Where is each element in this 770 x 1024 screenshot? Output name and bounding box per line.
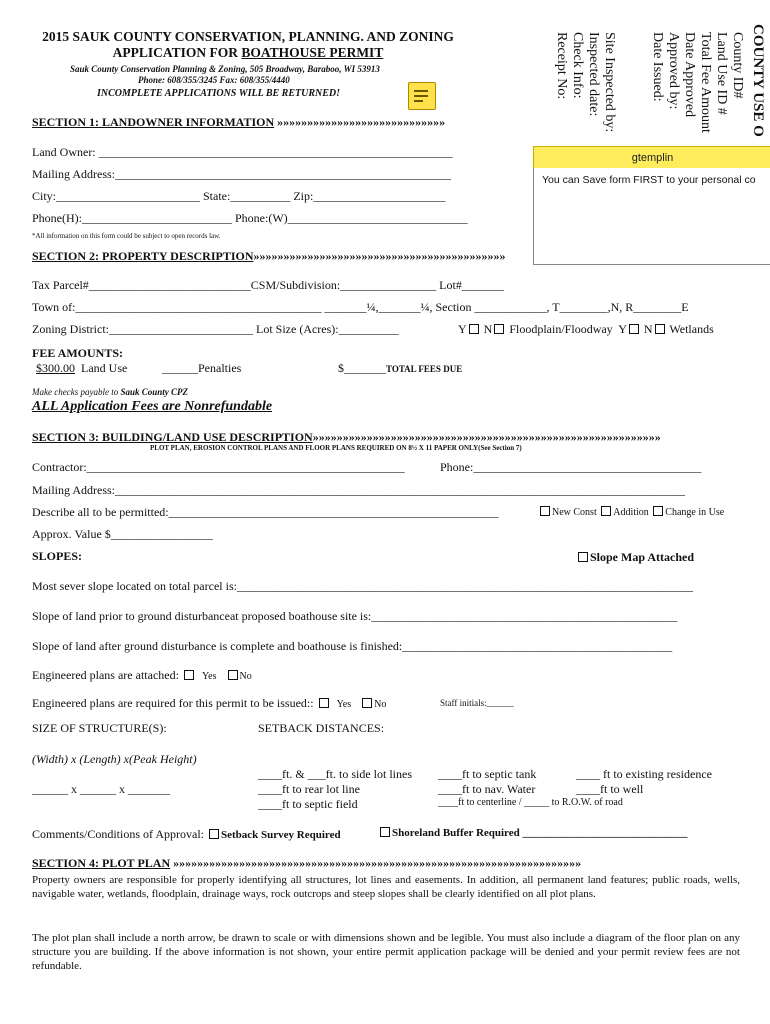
slope-map-checkbox[interactable] [578, 552, 588, 562]
nonrefundable-notice: ALL Application Fees are Nonrefundable [32, 399, 273, 414]
plot-plan-paragraph-2: The plot plan shall include a north arrow, be drawn to scale or with dimensions shown and be legible. You must also include a diagram of the floor plan on any structure you are building. If the above information is not shown, your entire permit application package will be denied and your permit review fees are not refundable. [32, 932, 740, 972]
section3-heading [32, 430, 661, 445]
zoning-field[interactable]: Zoning District:________________________ Lot Size (Acres):__________ [32, 322, 399, 336]
slopes-heading: SLOPES: [32, 549, 83, 563]
setback-road-field[interactable]: ____ft to centerline / _____ to R.O.W. of road [438, 797, 623, 808]
county-id-field[interactable]: County ID# [730, 32, 745, 99]
section2-title: SECTION 2: PROPERTY DESCRIPTION [32, 249, 254, 263]
setback-nav-water-field[interactable]: ____ft to nav. Water [438, 782, 536, 796]
slope-map-label: Slope Map Attached [590, 550, 695, 564]
total-fee-field[interactable]: Total Fee Amount [698, 32, 713, 133]
mailing-address-field[interactable]: Mailing Address:________________________________________________________ [32, 167, 451, 181]
new-const-label: New Const [552, 507, 597, 518]
tax-parcel-field[interactable]: Tax Parcel#___________________________CSM/Subdivision:________________ Lot#_______ [32, 278, 504, 292]
section4-title: SECTION 4: PLOT PLAN [32, 856, 171, 870]
setback-septic-tank-field[interactable]: ____ft to septic tank [438, 767, 537, 781]
setback-side-field[interactable]: ____ft. & ___ft. to side lot lines [258, 767, 412, 781]
form-title-line1: 2015 SAUK COUNTY CONSERVATION, PLANNING. AND ZONING [42, 29, 454, 44]
dimensions-field[interactable]: ______ x ______ x _______ [32, 782, 170, 796]
section2-arrows: »»»»»»»»»»»»»»»»»»»»»»»»»»»»»»»»»»»»»»»»»» [253, 249, 506, 263]
eng-attached-yes-checkbox[interactable] [184, 670, 194, 680]
addition-checkbox[interactable] [601, 506, 611, 516]
dimensions-label: (Width) x (Length) x(Peak Height) [32, 752, 197, 766]
check-info-field[interactable]: Check Info: [570, 32, 585, 99]
form-title-line2 [28, 45, 468, 61]
total-fees-field [338, 361, 462, 376]
change-use-label: Change in Use [665, 507, 725, 518]
section1-title: SECTION 1: LANDOWNER INFORMATION [32, 115, 275, 129]
construction-type-row [538, 506, 724, 518]
eng-attached-yes-label: Yes [201, 671, 217, 682]
tooltip-message-box [533, 168, 770, 265]
section3-subnote: PLOT PLAN, EROSION CONTROL PLANS AND FLOOR PLANS REQUIRED ON 8½ X 11 PAPER ONLY(See Section 7) [150, 444, 522, 452]
contractor-phone-field[interactable]: Phone:______________________________________ [440, 460, 702, 474]
floodplain-no-label: N [483, 322, 493, 336]
flood-wetland-row [458, 322, 714, 337]
town-field[interactable]: Town of:_________________________________________ _______¼,_______¼, Section ____________, T________,N, R________E [32, 300, 689, 314]
eng-attached-no-checkbox[interactable] [228, 670, 238, 680]
setback-residence-field[interactable]: ____ ft to existing residence [576, 767, 712, 781]
shoreland-row [378, 827, 688, 839]
approved-by-field[interactable]: Approved by: [666, 32, 681, 110]
land-owner-field[interactable]: Land Owner: ___________________________________________________________ [32, 145, 453, 159]
setback-rear-field[interactable]: ____ft to rear lot line [258, 782, 360, 796]
tooltip-message: You can Save form FIRST to your personal co [542, 174, 756, 186]
date-issued-field[interactable]: Date Issued: [650, 32, 665, 102]
incomplete-warning: INCOMPLETE APPLICATIONS WILL BE RETURNED! [97, 88, 341, 99]
approx-value-field[interactable]: Approx. Value $_________________ [32, 527, 213, 541]
eng-attached-no-label: No [239, 671, 252, 682]
slope-map-row [576, 550, 694, 565]
change-use-checkbox[interactable] [653, 506, 663, 516]
setback-survey-checkbox[interactable] [209, 829, 219, 839]
floodplain-yes-label: Y [458, 322, 467, 336]
checks-payable-payee: Sauk County CPZ [120, 387, 188, 397]
city-state-zip-field[interactable]: City:________________________ State:__________ Zip:______________________ [32, 189, 446, 203]
section1-arrows: »»»»»»»»»»»»»»»»»»»»»»»»»»»» [277, 115, 446, 129]
section2-heading [32, 249, 506, 264]
wetlands-yes-label: Y [618, 322, 627, 336]
eng-required-yes-checkbox[interactable] [319, 698, 329, 708]
contractor-field[interactable]: Contractor:_____________________________________________________ [32, 460, 405, 474]
sticky-note-icon[interactable] [408, 82, 436, 110]
checks-payable-note [32, 387, 188, 397]
setback-survey-label: Setback Survey Required [221, 829, 341, 841]
eng-required-row [32, 696, 386, 711]
open-records-note: *All information on this form could be subject to open records law. [32, 232, 221, 240]
slope-after-field[interactable]: Slope of land after ground disturbance is complete and boathouse is finished:_____________________________________________ [32, 639, 673, 653]
floodplain-no-checkbox[interactable] [494, 324, 504, 334]
addition-label: Addition [613, 507, 649, 518]
staff-initials-field[interactable]: Staff initials:______ [440, 698, 514, 708]
wetlands-no-checkbox[interactable] [655, 324, 665, 334]
section3-title: SECTION 3: BUILDING/LAND USE DESCRIPTION [32, 430, 313, 444]
new-const-checkbox[interactable] [540, 506, 550, 516]
phone-fields[interactable]: Phone(H):_________________________ Phone:(W)______________________________ [32, 211, 468, 225]
setback-heading: SETBACK DISTANCES: [258, 721, 385, 735]
inspected-date-field[interactable]: Inspected date: [586, 32, 601, 117]
eng-required-yes-label: Yes [336, 699, 352, 710]
county-use-box [533, 24, 770, 146]
describe-field[interactable]: Describe all to be permitted:_______________________________________________________ [32, 505, 499, 519]
eng-attached-label: Engineered plans are attached: [32, 668, 179, 682]
eng-required-no-checkbox[interactable] [362, 698, 372, 708]
office-address: Sauk County Conservation Planning & Zoning, 505 Broadway, Baraboo, WI 53913 [70, 64, 380, 74]
contractor-mailing-field[interactable]: Mailing Address:_______________________________________________________________________________________________ [32, 483, 685, 497]
section1-heading [32, 115, 445, 130]
slope-prior-field[interactable]: Slope of land prior to ground disturbanceat proposed boathouse site is:___________________________________________________ [32, 609, 678, 623]
eng-required-no-label: No [374, 699, 387, 710]
shoreland-checkbox[interactable] [380, 827, 390, 837]
receipt-no-field[interactable]: Receipt No: [554, 32, 569, 100]
comments-row [32, 827, 341, 842]
form-title-permit: BOATHOUSE PERMIT [241, 45, 384, 60]
eng-attached-row [32, 668, 252, 683]
land-use-fee-amount[interactable]: $300.00 [36, 361, 75, 375]
section4-heading [32, 856, 581, 871]
total-fees-label: TOTAL FEES DUE [386, 364, 463, 374]
floodplain-yes-checkbox[interactable] [469, 324, 479, 334]
wetlands-label: Wetlands [669, 322, 714, 336]
date-approved-field[interactable]: Date Approved [682, 32, 697, 118]
wetlands-yes-checkbox[interactable] [629, 324, 639, 334]
setback-septic-field-field[interactable]: ____ft to septic field [258, 797, 358, 811]
form-title-prefix: APPLICATION FOR [112, 45, 242, 60]
eng-required-label: Engineered plans are required for this permit to be issued:: [32, 696, 314, 710]
land-use-fee [36, 361, 127, 376]
comments-label: Comments/Conditions of Approval: [32, 827, 205, 841]
plot-plan-paragraph-1: Property owners are responsible for properly identifying all structures, lot lines and easements. In addition, all permanent land features; public roads, wells, navigable water, wetlands, floodplain, drainage ways, rock outcrops and steep slopes shall be clearly identified on all plot plans. [32, 874, 740, 900]
floodplain-label: Floodplain/Floodway [509, 322, 613, 336]
size-structure-heading: SIZE OF STRUCTURE(S): [32, 721, 167, 735]
site-inspected-field[interactable]: Site Inspected by: [602, 32, 617, 133]
shoreland-label[interactable]: Shoreland Buffer Required ______________________________ [392, 827, 688, 839]
penalties-field[interactable]: ______Penalties [162, 361, 242, 375]
section3-arrows: »»»»»»»»»»»»»»»»»»»»»»»»»»»»»»»»»»»»»»»»»»»»»»»»»»»»»»»»»» [312, 430, 661, 444]
county-use-heading: COUNTY USE O [750, 24, 766, 137]
office-phone: Phone: 608/355/3245 Fax: 608/355/4440 [138, 75, 290, 85]
wetlands-no-label: N [643, 322, 653, 336]
setback-well-field[interactable]: ____ft to well [576, 782, 644, 796]
fee-amounts-heading: FEE AMOUNTS: [32, 346, 124, 360]
tooltip-user: gtemplin [533, 146, 770, 170]
checks-payable-prefix: Make checks payable to [32, 387, 121, 397]
section4-arrows: »»»»»»»»»»»»»»»»»»»»»»»»»»»»»»»»»»»»»»»»»»»»»»»»»»»»»»»»»»»»»»»»»»»» [173, 856, 582, 870]
total-fees-amount[interactable]: $_______ [338, 361, 386, 375]
land-use-fee-label: Land Use [81, 361, 128, 375]
slope-sever-field[interactable]: Most sever slope located on total parcel is:____________________________________________________________________________ [32, 579, 693, 593]
land-use-id-field[interactable]: Land Use ID # [714, 32, 729, 115]
